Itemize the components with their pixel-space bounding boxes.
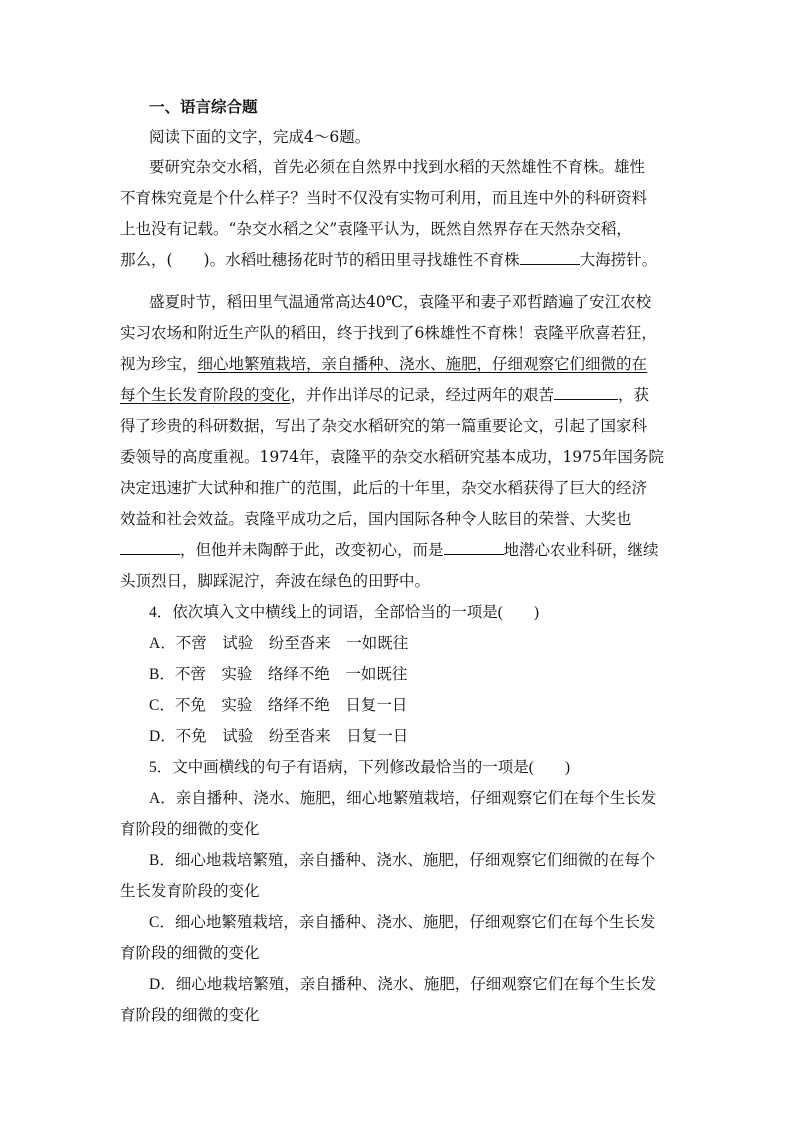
instruction: 阅读下面的文字，完成4～6题。 — [149, 128, 371, 146]
underlined-sentence: 细心地繁殖栽培，亲自播种、浇水、施肥，仔细观察它们细微的在 — [197, 355, 648, 373]
answer-blank — [554, 385, 618, 400]
passage-line: 得了珍贵的科研数据，写出了杂交水稻研究的第一篇重要论文，引起了国家科 — [120, 417, 648, 435]
underlined-sentence: 每个生长发育阶段的变化 — [120, 386, 291, 404]
passage-line: 决定迅速扩大试种和推广的范围，此后的十年里，杂交水稻获得了巨大的经济 — [120, 479, 648, 497]
passage-line: 委领导的高度重视。1974年，袁隆平的杂交水稻研究基本成功，1975年国务院 — [120, 448, 664, 466]
answer-blank — [520, 250, 580, 265]
passage-text: 视为珍宝， — [120, 355, 198, 373]
question-4-option-c: C．不免 实验 络绎不绝 日复一日 — [149, 697, 408, 714]
question-5-stem: 5．文中画横线的句子有语病，下列修改最恰当的一项是( ) — [149, 759, 571, 776]
question-4-option-d: D．不免 试验 纷至沓来 日复一日 — [149, 728, 409, 745]
question-5-option-d-cont: 育阶段的细微的变化 — [120, 1007, 260, 1024]
passage-line — [120, 385, 680, 405]
question-4-stem: 4．依次填入文中横线上的词语，全部恰当的一项是( ) — [149, 604, 540, 621]
question-5-option-b: B．细心地栽培繁殖，亲自播种、浇水、施肥，仔细观察它们细微的在每个 — [149, 852, 656, 869]
question-5-option-a-cont: 育阶段的细微的变化 — [120, 821, 260, 838]
passage-line: 不育株究竟是个什么样子？当时不仅没有实物可利用，而且连中外的科研资料 — [120, 189, 648, 207]
passage-line: 盛夏时节，稻田里气温通常高达40℃，袁隆平和妻子邓哲踏遍了安江农校 — [149, 293, 652, 311]
question-5-option-b-cont: 生长发育阶段的变化 — [120, 883, 260, 900]
answer-blank — [120, 540, 180, 555]
question-5-option-c-cont: 育阶段的细微的变化 — [120, 945, 260, 962]
passage-line — [120, 354, 680, 374]
passage-text: 大海捞针。 — [579, 251, 658, 269]
passage-line: 要研究杂交水稻，首先必须在自然界中找到水稻的天然雄性不育株。雄性 — [149, 158, 646, 176]
question-4-option-a: A．不啻 试验 纷至沓来 一如既往 — [149, 635, 409, 652]
question-5-option-c: C．细心地繁殖栽培，亲自播种、浇水、施肥，仔细观察它们在每个生长发 — [149, 914, 656, 931]
passage-line: 上也没有记载。“杂交水稻之父”袁隆平认为，既然自然界存在天然杂交稻， — [120, 220, 632, 238]
passage-text: ，并作出详尽的记录，经过两年的艰苦 — [290, 386, 555, 404]
question-5-option-a: A．亲自播种、浇水、施肥，细心地繁殖栽培，仔细观察它们在每个生长发 — [149, 790, 657, 807]
question-5-option-d: D．细心地栽培繁殖，亲自播种、浇水、施肥，仔细观察它们在每个生长发 — [149, 976, 657, 993]
passage-line — [120, 540, 680, 560]
question-4-option-b: B．不啻 实验 络绎不绝 一如既往 — [149, 666, 408, 683]
passage-text: ，获 — [618, 386, 650, 404]
passage-text: ，但他并未陶醉于此，改变初心，而是 — [180, 541, 444, 559]
passage-line: 效益和社会效益。袁隆平成功之后，国内国际各种令人眩目的荣誉、大奖也 — [120, 510, 632, 528]
passage-line: 头顶烈日，脚踩泥泞，奔波在绿色的田野中。 — [120, 572, 431, 590]
passage-line — [120, 250, 680, 270]
section-heading: 一、语言综合题 — [149, 98, 258, 116]
passage-text: 地潜心农业科研，继续 — [503, 541, 659, 559]
passage-line: 实习农场和附近生产队的稻田，终于找到了6株雄性不育株！袁隆平欣喜若狂， — [120, 324, 657, 342]
answer-blank — [444, 540, 504, 555]
passage-text: 那么，( )。水稻吐穗扬花时节的稻田里寻找雄性不育株 — [120, 251, 520, 269]
